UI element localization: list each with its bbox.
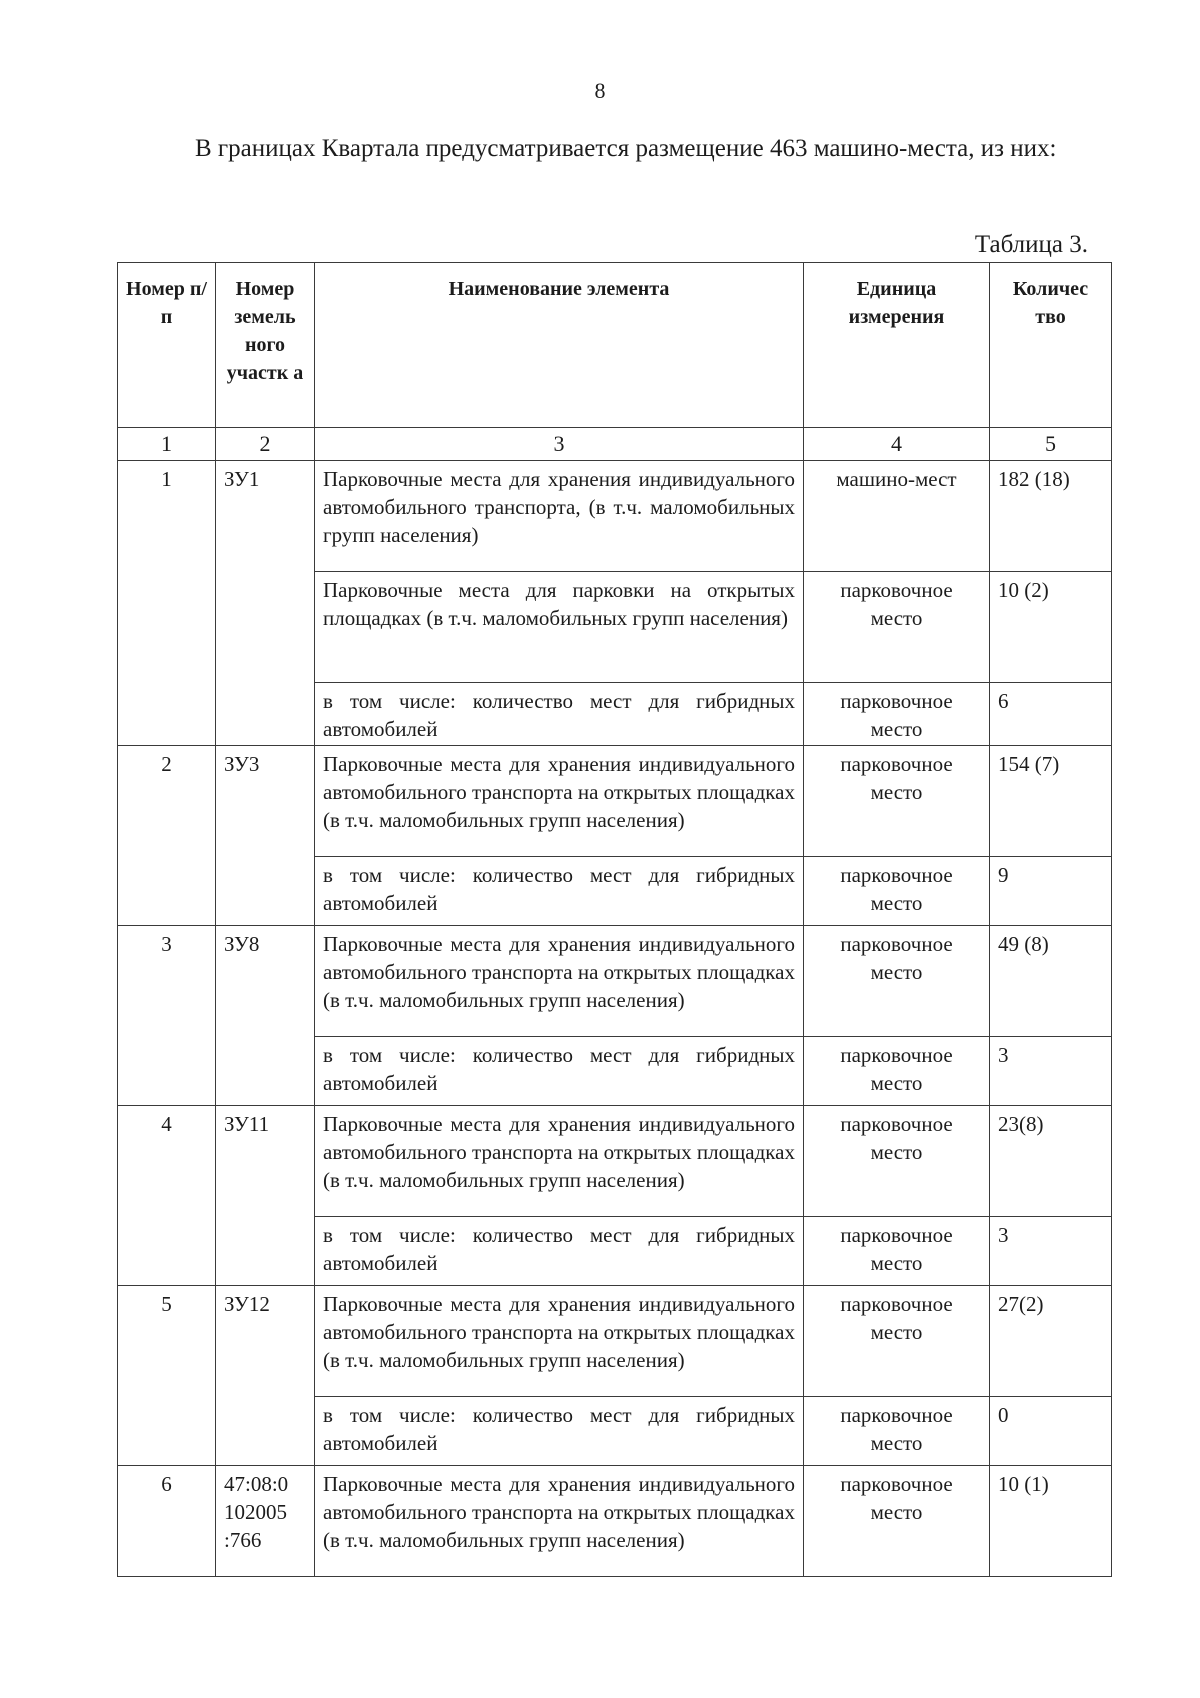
row-number: 4 [118, 1106, 216, 1286]
table-row [118, 1106, 1112, 1217]
quantity: 3 [990, 1037, 1112, 1106]
quantity: 182 (18) [990, 461, 1112, 572]
plot-number: ЗУ8 [216, 926, 315, 1106]
table-row [118, 926, 1112, 1037]
header-name: Наименование элемента [315, 263, 804, 428]
quantity: 3 [990, 1217, 1112, 1286]
page-number: 8 [594, 78, 606, 103]
element-name: Парковочные места для хранения индивидуального автомобильного транспорта, (в т.ч. маломобильных групп населения) [315, 461, 804, 572]
column-index: 5 [990, 428, 1112, 461]
column-index: 2 [216, 428, 315, 461]
row-number: 1 [118, 461, 216, 746]
unit: парковочное место [804, 1397, 990, 1466]
element-name: в том числе: количество мест для гибридных автомобилей [315, 857, 804, 926]
unit: парковочное место [804, 857, 990, 926]
header-plot: Номер земель ного участк а [216, 263, 315, 428]
row-number: 3 [118, 926, 216, 1106]
table-row [118, 461, 1112, 572]
quantity: 49 (8) [990, 926, 1112, 1037]
unit: парковочное место [804, 1217, 990, 1286]
header-qty: Количес тво [990, 263, 1112, 428]
table-header-row [118, 263, 1112, 428]
quantity: 6 [990, 683, 1112, 746]
quantity: 23(8) [990, 1106, 1112, 1217]
element-name: Парковочные места для хранения индивидуального автомобильного транспорта на открытых площадках (в т.ч. маломобильных групп населения) [315, 926, 804, 1037]
row-number: 2 [118, 746, 216, 926]
unit: парковочное место [804, 683, 990, 746]
element-name: в том числе: количество мест для гибридных автомобилей [315, 1217, 804, 1286]
plot-number: ЗУ1 [216, 461, 315, 746]
parking-table [117, 262, 1112, 1577]
row-number: 5 [118, 1286, 216, 1466]
unit: парковочное место [804, 926, 990, 1037]
element-name: Парковочные места для хранения индивидуального автомобильного транспорта на открытых площадках (в т.ч. маломобильных групп населения) [315, 1286, 804, 1397]
header-num: Номер п/п [118, 263, 216, 428]
quantity: 27(2) [990, 1286, 1112, 1397]
quantity: 9 [990, 857, 1112, 926]
element-name: в том числе: количество мест для гибридных автомобилей [315, 1397, 804, 1466]
unit: парковочное место [804, 746, 990, 857]
quantity: 10 (1) [990, 1466, 1112, 1577]
column-index: 1 [118, 428, 216, 461]
table-row [118, 1466, 1112, 1577]
element-name: Парковочные места для парковки на открытых площадках (в т.ч. маломобильных групп населения) [315, 572, 804, 683]
plot-number: 47:08:0 102005 :766 [216, 1466, 315, 1577]
plot-number: ЗУ3 [216, 746, 315, 926]
unit: парковочное место [804, 1106, 990, 1217]
unit: парковочное место [804, 572, 990, 683]
plot-number: ЗУ12 [216, 1286, 315, 1466]
element-name: в том числе: количество мест для гибридных автомобилей [315, 683, 804, 746]
quantity: 0 [990, 1397, 1112, 1466]
column-index: 4 [804, 428, 990, 461]
unit: парковочное место [804, 1466, 990, 1577]
element-name: в том числе: количество мест для гибридных автомобилей [315, 1037, 804, 1106]
plot-number: ЗУ11 [216, 1106, 315, 1286]
intro-paragraph: В границах Квартала предусматривается размещение 463 машино-места, из них: [195, 135, 1057, 162]
row-number: 6 [118, 1466, 216, 1577]
quantity: 10 (2) [990, 572, 1112, 683]
quantity: 154 (7) [990, 746, 1112, 857]
unit: парковочное место [804, 1037, 990, 1106]
table-row [118, 1286, 1112, 1397]
table-row [118, 746, 1112, 857]
column-index: 3 [315, 428, 804, 461]
element-name: Парковочные места для хранения индивидуального автомобильного транспорта на открытых площадках (в т.ч. маломобильных групп населения) [315, 1466, 804, 1577]
element-name: Парковочные места для хранения индивидуального автомобильного транспорта на открытых площадках (в т.ч. маломобильных групп населения) [315, 1106, 804, 1217]
unit: парковочное место [804, 1286, 990, 1397]
element-name: Парковочные места для хранения индивидуального автомобильного транспорта на открытых площадках (в т.ч. маломобильных групп населения) [315, 746, 804, 857]
unit: машино-мест [804, 461, 990, 572]
table-caption: Таблица 3. [974, 231, 1088, 258]
header-unit: Единица измерения [804, 263, 990, 428]
column-index-row [118, 428, 1112, 461]
